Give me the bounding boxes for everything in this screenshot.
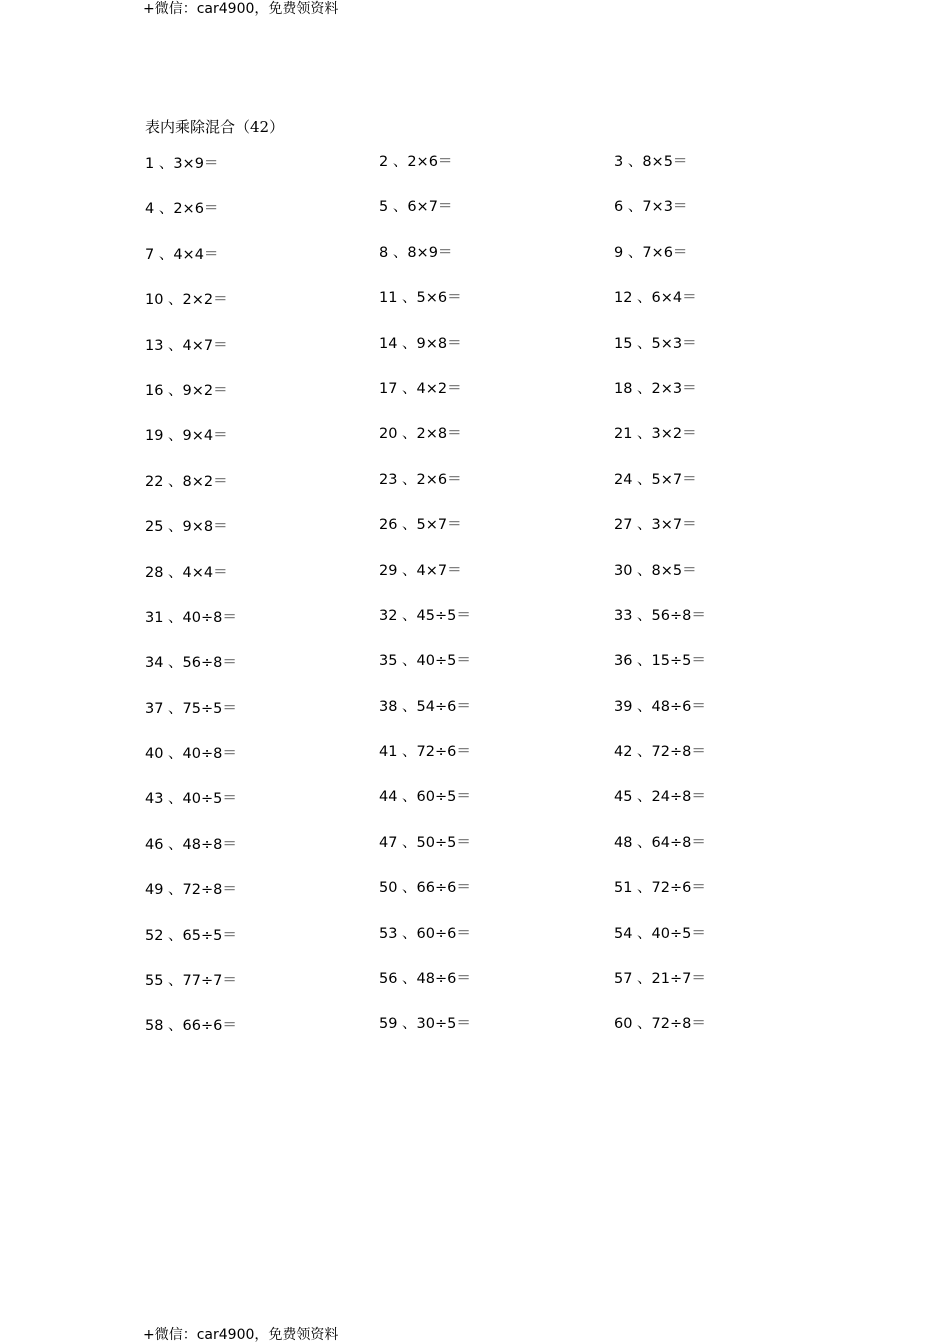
problem-item: 50 、66÷6＝ bbox=[379, 880, 471, 897]
problem-item: 57 、21÷7＝ bbox=[614, 971, 706, 988]
problem-row bbox=[145, 422, 855, 467]
problem-item: 10 、2×2＝ bbox=[145, 292, 228, 309]
problem-row bbox=[145, 604, 855, 649]
problem-item: 40 、40÷8＝ bbox=[145, 746, 237, 763]
problem-row bbox=[145, 377, 855, 422]
problem-item: 3 、8×5＝ bbox=[614, 154, 688, 170]
problem-item: 14 、9×8＝ bbox=[379, 335, 462, 352]
problem-item: 20 、2×8＝ bbox=[379, 426, 462, 443]
problem-item: 48 、64÷8＝ bbox=[614, 834, 706, 851]
problem-item: 8 、8×9＝ bbox=[379, 244, 453, 261]
problem-row bbox=[145, 513, 855, 558]
problem-row bbox=[145, 649, 855, 694]
problem-item: 2 、2×6＝ bbox=[379, 154, 453, 170]
problem-row bbox=[145, 967, 855, 1012]
problem-item: 36 、15÷5＝ bbox=[614, 653, 706, 670]
problem-grid bbox=[145, 150, 855, 1058]
problem-item: 58 、66÷6＝ bbox=[145, 1018, 237, 1035]
problem-item: 26 、5×7＝ bbox=[379, 517, 462, 534]
problem-item: 15 、5×3＝ bbox=[614, 335, 697, 352]
problem-item: 17 、4×2＝ bbox=[379, 380, 462, 397]
problem-item: 55 、77÷7＝ bbox=[145, 973, 237, 990]
problem-item: 9 、7×6＝ bbox=[614, 244, 688, 261]
page-header-watermark: +微信：car4900，免费领资料 bbox=[143, 1, 339, 17]
problem-item: 28 、4×4＝ bbox=[145, 564, 228, 581]
problem-row bbox=[145, 241, 855, 286]
problem-item: 56 、48÷6＝ bbox=[379, 971, 471, 988]
problem-item: 7 、4×4＝ bbox=[145, 246, 219, 263]
problem-item: 42 、72÷8＝ bbox=[614, 744, 706, 761]
problem-item: 35 、40÷5＝ bbox=[379, 653, 471, 670]
page-footer-watermark: +微信：car4900，免费领资料 bbox=[143, 1327, 339, 1343]
problem-item: 53 、60÷6＝ bbox=[379, 925, 471, 942]
problem-item: 43 、40÷5＝ bbox=[145, 791, 237, 808]
problem-row bbox=[145, 468, 855, 513]
problem-item: 44 、60÷5＝ bbox=[379, 789, 471, 806]
problem-row bbox=[145, 286, 855, 331]
problem-item: 11 、5×6＝ bbox=[379, 290, 462, 307]
problem-item: 47 、50÷5＝ bbox=[379, 834, 471, 851]
problem-item: 4 、2×6＝ bbox=[145, 201, 219, 218]
problem-row bbox=[145, 876, 855, 921]
problem-item: 27 、3×7＝ bbox=[614, 517, 697, 534]
problem-row bbox=[145, 831, 855, 876]
problem-row bbox=[145, 785, 855, 830]
problem-item: 6 、7×3＝ bbox=[614, 199, 688, 216]
problem-item: 49 、72÷8＝ bbox=[145, 882, 237, 899]
problem-item: 12 、6×4＝ bbox=[614, 290, 697, 307]
problem-item: 23 、2×6＝ bbox=[379, 471, 462, 488]
problem-row bbox=[145, 740, 855, 785]
problem-row bbox=[145, 150, 855, 195]
problem-item: 52 、65÷5＝ bbox=[145, 927, 237, 944]
problem-item: 24 、5×7＝ bbox=[614, 471, 697, 488]
problem-item: 5 、6×7＝ bbox=[379, 199, 453, 216]
problem-item: 60 、72÷8＝ bbox=[614, 1016, 706, 1033]
problem-item: 45 、24÷8＝ bbox=[614, 789, 706, 806]
problem-row bbox=[145, 922, 855, 967]
problem-item: 21 、3×2＝ bbox=[614, 426, 697, 443]
problem-item: 30 、8×5＝ bbox=[614, 562, 697, 579]
problem-item: 13 、4×7＝ bbox=[145, 337, 228, 354]
problem-row bbox=[145, 695, 855, 740]
problem-item: 34 、56÷8＝ bbox=[145, 655, 237, 672]
problem-item: 38 、54÷6＝ bbox=[379, 698, 471, 715]
problem-item: 59 、30÷5＝ bbox=[379, 1016, 471, 1033]
worksheet-title: 表内乘除混合（42） bbox=[145, 118, 285, 136]
problem-row bbox=[145, 559, 855, 604]
problem-item: 39 、48÷6＝ bbox=[614, 698, 706, 715]
problem-item: 18 、2×3＝ bbox=[614, 380, 697, 397]
problem-item: 54 、40÷5＝ bbox=[614, 925, 706, 942]
problem-item: 22 、8×2＝ bbox=[145, 473, 228, 490]
problem-row bbox=[145, 332, 855, 377]
problem-row bbox=[145, 1012, 855, 1057]
problem-row bbox=[145, 195, 855, 240]
problem-item: 37 、75÷5＝ bbox=[145, 700, 237, 717]
problem-item: 33 、56÷8＝ bbox=[614, 607, 706, 624]
problem-item: 16 、9×2＝ bbox=[145, 382, 228, 399]
problem-item: 25 、9×8＝ bbox=[145, 519, 228, 536]
problem-item: 29 、4×7＝ bbox=[379, 562, 462, 579]
problem-item: 19 、9×4＝ bbox=[145, 428, 228, 445]
problem-item: 31 、40÷8＝ bbox=[145, 609, 237, 626]
problem-item: 1 、3×9＝ bbox=[145, 156, 219, 172]
problem-item: 41 、72÷6＝ bbox=[379, 744, 471, 761]
problem-item: 51 、72÷6＝ bbox=[614, 880, 706, 897]
problem-item: 32 、45÷5＝ bbox=[379, 607, 471, 624]
problem-item: 46 、48÷8＝ bbox=[145, 836, 237, 853]
